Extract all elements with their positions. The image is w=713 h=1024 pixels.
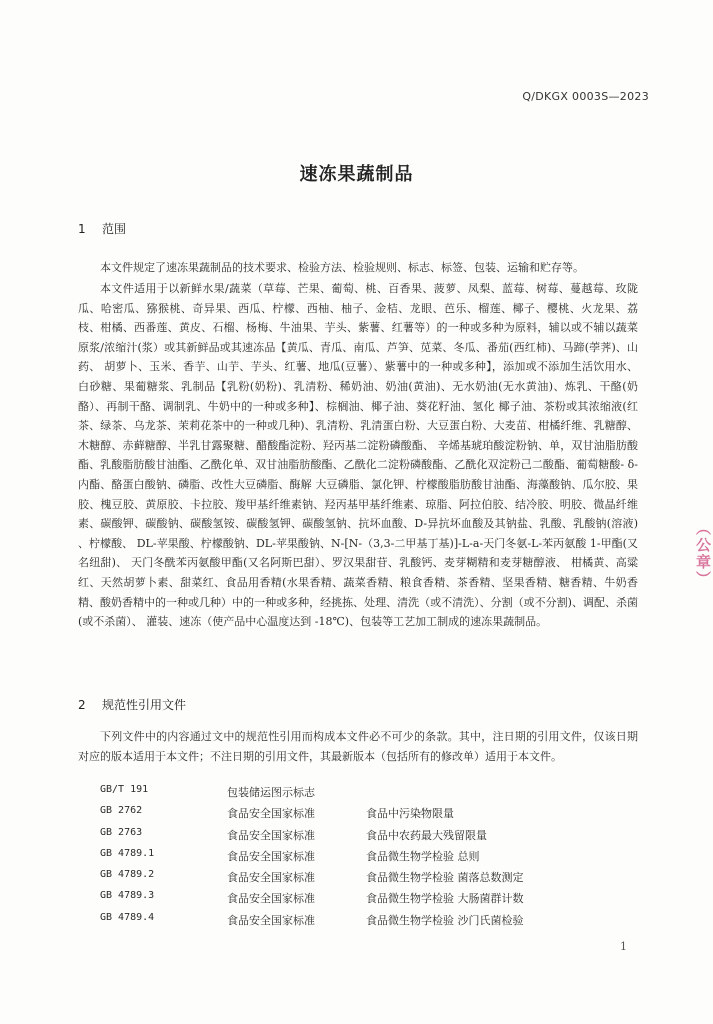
reference-code: GB 2763 (100, 826, 143, 838)
section-title: 范围 (102, 222, 127, 236)
reference-code: GB 4789.3 (100, 890, 155, 902)
section-heading-references (78, 696, 186, 713)
table-row (100, 890, 524, 911)
scope-paragraph-2: 本文件适用于以新鲜水果/蔬菜（草莓、芒果、葡萄、桃、百香果、菠萝、凤梨、蓝莓、树莓、蔓越莓、玫陇瓜、哈密瓜、猕猴桃、奇异果、西瓜、柠檬、西柚、柚子、金桔、龙眼、芭乐、榴莲、椰子、樱桃、火龙果、荔枝、柑橘、西番莲、黄皮、石榴、杨梅、牛油果、芋头、紫薯、红薯等）的一种或多种为原料，辅以或不辅以蔬菜原浆/浓缩汁(浆）或其新鲜品或其速冻品【黄瓜、青瓜、南瓜、芦笋、苋菜、冬瓜、番茄(西红柿)、马蹄(荸荠)、山药、 胡萝卜、玉米、香芋、山芋、芋头、红薯、地瓜(豆薯）、紫薯中的一种或多种】，添加或不添加生活饮用水、 白砂糖、果葡糖浆、乳制品【乳粉(奶粉)、乳清粉、稀奶油、奶油(黄油)、无水奶油(无水黄油)、炼乳、干酪(奶酪）、再制干酪、调制乳、牛奶中的一种或多种】、棕榈油、椰子油、葵花籽油、氢化 椰子油、茶粉或其浓缩液(红茶、绿茶、乌龙茶、茉莉花茶中的一种或几种)、乳清粉、乳清蛋白粉、大豆蛋白粉、大麦苗、柑橘纤维、乳糖醇、木糖醇、赤藓糖醇、半乳甘露聚糖、醋酸酯淀粉、羟丙基二淀粉磷酸酯、 辛烯基琥珀酸淀粉钠、单，双甘油脂肪酸酯、乳酸脂肪酸甘油酯、乙酰化单、双甘油脂肪酸酯、乙酰化二淀粉磷酸酯、乙酰化双淀粉己二酸酯、葡萄糖酸- δ-内酯、酪蛋白酸钠、磷脂、改性大豆磷脂、酶解 大豆磷脂、氯化钾、柠檬酸脂肪酸甘油酯、海藻酸钠、瓜尔胶、果胶、槐豆胶、黄原胶、卡拉胶、羧甲基纤维素钠、羟丙基甲基纤维素、琼脂、阿拉伯胶、结冷胶、明胶、微晶纤维素、碳酸钾、碳酸钠、碳酸氢铵、碳酸氢钾、碳酸氢钠、抗坏血酸、D-异抗坏血酸及其钠盐、乳酸、乳酸钠(溶液) 、柠檬酸、 DL-苹果酸、柠檬酸钠、DL-苹果酸钠、N-[N-（3,3-二甲基丁基)]-L-a-天门冬氨-L-苯丙氨酸 1-甲酯(又 名纽甜)、 天门冬酰苯丙氨酸甲酯(又名阿斯巴甜）、罗汉果甜苷、乳酸钙、麦芽糊精和麦芽糖醇液、 柑橘黄、高粱红、天然胡萝卜素、甜菜红、食品用香精(水果香精、蔬菜香精、粮食香精、茶香精、坚果香精、糖香精、牛奶香精、酸奶香精中的一种或几种）中的一种或多种，经挑拣、处理、清洗（或不清洗）、分割（或不分割)、调配、杀菌(或不杀菌）、 灌装、速冻（使产品中心温度达到 -18℃)、包装等工艺加工制成的速冻果蔬制品。 (78, 282, 638, 629)
section-number: 2 (78, 698, 86, 712)
reference-title: 食品微生物学检验 大肠菌群计数 (366, 892, 524, 906)
reference-category: 食品安全国家标准 (227, 871, 315, 885)
reference-title: 食品中污染物限量 (366, 807, 454, 821)
references-table (100, 784, 524, 933)
reference-category: 食品安全国家标准 (227, 807, 315, 821)
references-intro: 下列文件中的内容通过文中的规范性引用而构成本文件必不可少的条款。其中，注日期的引用文件，仅该日期对应的版本适用于本文件；不注日期的引用文件，其最新版本（包括所有的修改单）适用于本文件。 (78, 730, 638, 763)
page-number: 1 (620, 940, 627, 953)
seal-stamp-fragment: （公章） (694, 520, 712, 588)
reference-title: 食品微生物学检验 总则 (366, 849, 480, 863)
reference-title: 食品中农药最大残留限量 (366, 828, 487, 842)
section-heading-scope (78, 220, 126, 237)
document-title: 速冻果蔬制品 (299, 164, 414, 185)
reference-code: GB/T 191 (100, 784, 149, 795)
reference-category: 包装储运图示标志 (227, 786, 315, 799)
reference-category: 食品安全国家标准 (227, 913, 315, 927)
table-row (100, 848, 524, 869)
reference-category: 食品安全国家标准 (227, 849, 315, 863)
section-number: 1 (78, 222, 86, 236)
reference-code: GB 2762 (100, 805, 143, 817)
table-row (100, 805, 524, 826)
table-row (100, 827, 524, 848)
reference-code: GB 4789.4 (100, 911, 155, 923)
reference-title: 食品微生物学检验 沙门氏菌检验 (366, 913, 524, 927)
scope-paragraph-1: 本文件规定了速冻果蔬制品的技术要求、检验方法、检验规则、标志、标签、包装、运输和贮存等。 (100, 261, 584, 274)
reference-category: 食品安全国家标准 (227, 892, 315, 906)
section-title: 规范性引用文件 (102, 698, 187, 712)
reference-title (366, 784, 524, 805)
reference-category: 食品安全国家标准 (227, 828, 315, 842)
reference-title: 食品微生物学检验 菌落总数测定 (366, 871, 524, 885)
table-row (100, 869, 524, 890)
table-row (100, 784, 524, 805)
standard-number: Q/DKGX 0003S—2023 (522, 90, 649, 103)
reference-code: GB 4789.1 (100, 847, 155, 859)
reference-code: GB 4789.2 (100, 869, 155, 881)
table-row (100, 912, 524, 933)
